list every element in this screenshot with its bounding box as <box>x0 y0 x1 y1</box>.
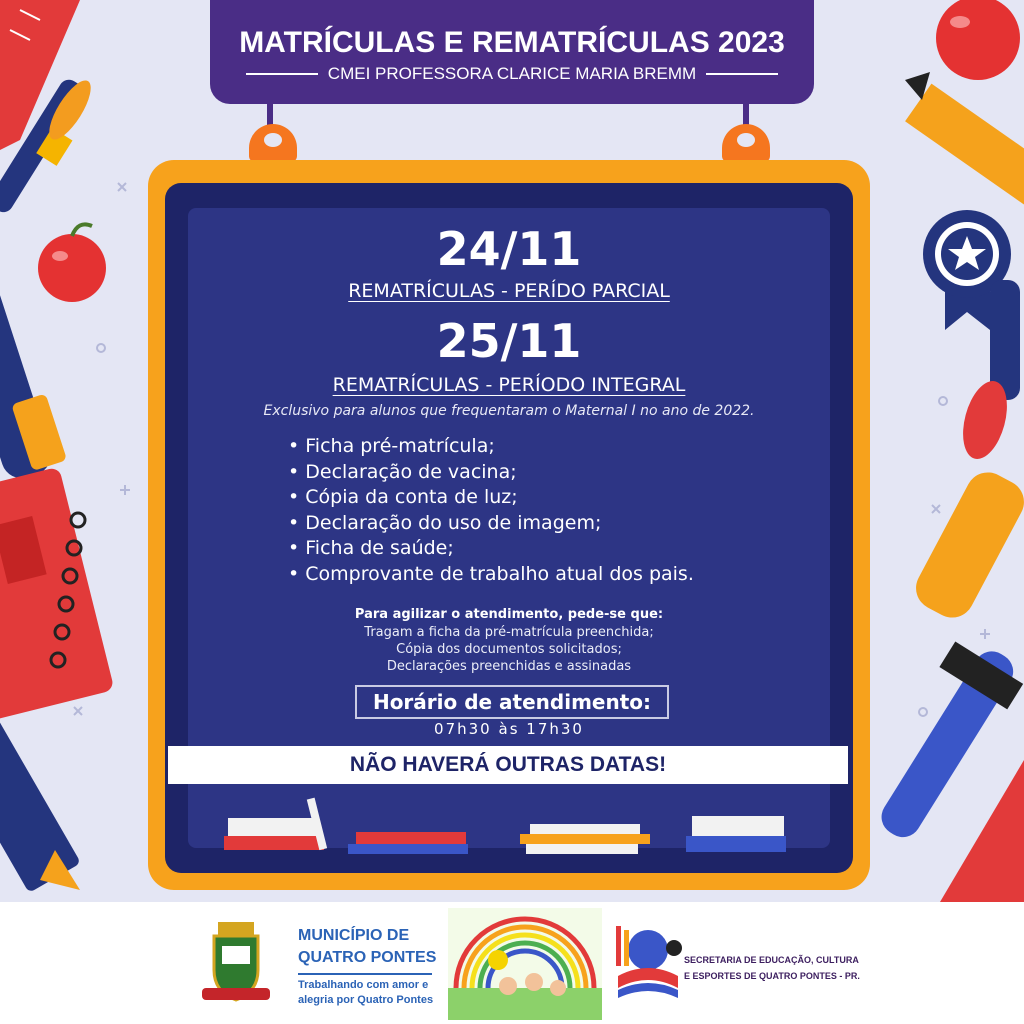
chalk-icon <box>220 790 800 860</box>
date-partial-description: REMATRÍCULAS - PERÍDO PARCIAL <box>348 280 670 302</box>
date-integral-description: REMATRÍCULAS - PERÍODO INTEGRAL <box>332 374 686 396</box>
pencil-icon <box>0 716 81 893</box>
divider <box>706 73 778 75</box>
date-partial: 24/11 <box>436 222 582 276</box>
speedup-heading: Para agilizar o atendimento, pede-se que: <box>354 607 664 622</box>
no-other-dates-banner: NÃO HAVERÁ OUTRAS DATAS! <box>168 746 848 784</box>
pen-icon <box>908 465 1024 626</box>
list-item: • Cópia da conta de luz; <box>288 485 694 511</box>
subtitle-row <box>246 64 778 84</box>
page-subtitle: CMEI PROFESSORA CLARICE MARIA BREMM <box>327 64 697 83</box>
list-item: • Declaração de vacina; <box>288 460 694 486</box>
secretariat-logo-icon <box>612 924 684 1004</box>
page-title: MATRÍCULAS E REMATRÍCULAS 2023 <box>239 26 785 59</box>
list-item: • Ficha de saúde; <box>288 536 694 562</box>
hours-label: Horário de atendimento: <box>355 685 669 719</box>
header-banner <box>210 0 814 104</box>
date-integral: 25/11 <box>436 314 582 368</box>
list-item: • Ficha pré-matrícula; <box>288 434 694 460</box>
rainbow-logo-icon <box>448 908 602 1020</box>
coat-of-arms-icon <box>200 920 272 1006</box>
documents-list <box>288 434 694 588</box>
municipality-name: MUNICÍPIO DE QUATRO PONTES <box>298 927 437 966</box>
divider <box>298 973 432 975</box>
speedup-item: Tragam a ficha da pré-matrícula preenchida; <box>364 625 654 640</box>
notebook-icon <box>0 467 115 722</box>
divider <box>246 73 318 75</box>
exclusive-note: Exclusivo para alunos que frequentaram o Maternal I no ano de 2022. <box>263 403 755 419</box>
apple-icon <box>38 224 106 302</box>
apple-icon <box>936 0 1020 80</box>
municipality-slogan: Trabalhando com amor e alegria por Quatro Pontes <box>298 979 434 1006</box>
list-item: • Declaração do uso de imagem; <box>288 511 694 537</box>
secretariat-name: SECRETARIA DE EDUCAÇÃO, CULTURA E ESPORTES DE QUATRO PONTES - PR. <box>684 955 860 981</box>
speedup-item: Cópia dos documentos solicitados; <box>396 642 622 657</box>
speedup-item: Declarações preenchidas e assinadas <box>386 659 632 674</box>
list-item: • Comprovante de trabalho atual dos pais. <box>288 562 694 588</box>
hours-value: 07h30 às 17h30 <box>434 720 584 738</box>
